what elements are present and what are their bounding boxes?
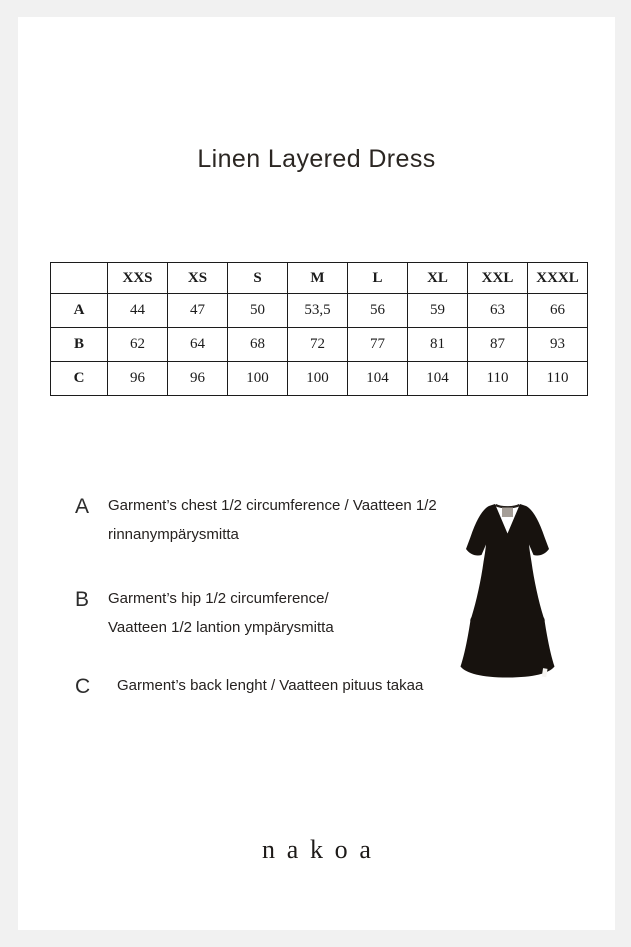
product-title: Linen Layered Dress [197,145,436,173]
measurement-row-c [51,362,588,396]
row-label-a: A [51,294,108,328]
measurement-row-b [51,328,588,362]
size-value: 87 [468,328,528,362]
size-value: 110 [468,362,528,396]
col-header-l: L [348,263,408,294]
col-header-xl: XL [408,263,468,294]
legend-line: Garment’s back lenght / Vaatteen pituus takaa [117,677,424,694]
size-guide-card [18,17,615,930]
legend-letter-a: A [75,495,90,518]
size-value: 72 [288,328,348,362]
legend-line: Garment’s hip 1/2 circumference/ [108,590,329,607]
col-header-xxl: XXL [468,263,528,294]
size-value: 47 [168,294,228,328]
size-value: 62 [108,328,168,362]
row-label-b: B [51,328,108,362]
col-header-xxs: XXS [108,263,168,294]
size-value: 93 [528,328,588,362]
size-value: 63 [468,294,528,328]
col-header-xs: XS [168,263,228,294]
brand-logo [18,835,615,865]
corner-cell [51,263,108,294]
col-header-xxxl: XXXL [528,263,588,294]
row-label-c: C [51,362,108,396]
size-value: 110 [528,362,588,396]
measurement-row-a [51,294,588,328]
size-value: 81 [408,328,468,362]
size-value: 56 [348,294,408,328]
dress-illustration [452,497,564,681]
size-value: 77 [348,328,408,362]
size-value: 66 [528,294,588,328]
size-value: 59 [408,294,468,328]
col-header-s: S [228,263,288,294]
size-value: 96 [108,362,168,396]
legend-line: Vaatteen 1/2 lantion ympärysmitta [108,618,334,636]
legend-letter-c: C [75,675,91,698]
size-value: 104 [408,362,468,396]
brand-logo-text: nakoa [262,835,383,864]
size-value: 68 [228,328,288,362]
size-table [50,262,588,396]
size-value: 100 [288,362,348,396]
size-value: 64 [168,328,228,362]
col-header-m: M [288,263,348,294]
size-value: 96 [168,362,228,396]
size-value: 104 [348,362,408,396]
size-value: 100 [228,362,288,396]
legend-letter-b: B [75,588,90,611]
size-value: 44 [108,294,168,328]
size-value: 50 [228,294,288,328]
legend-text-c [108,672,423,701]
legend-item-c [75,674,423,701]
size-value: 53,5 [288,294,348,328]
legend-text-a [108,492,437,549]
size-header-row [51,263,588,294]
legend-item-a [75,494,437,549]
dress-silhouette [461,504,555,678]
legend-line: Garment’s chest 1/2 circumference / Vaatteen 1/2 [108,497,437,514]
inner-neck-label [502,508,513,518]
legend-text-b [108,585,334,642]
back-neckline [496,505,520,507]
legend-line: rinnanympärysmitta [108,525,239,543]
legend-item-b [75,587,334,642]
